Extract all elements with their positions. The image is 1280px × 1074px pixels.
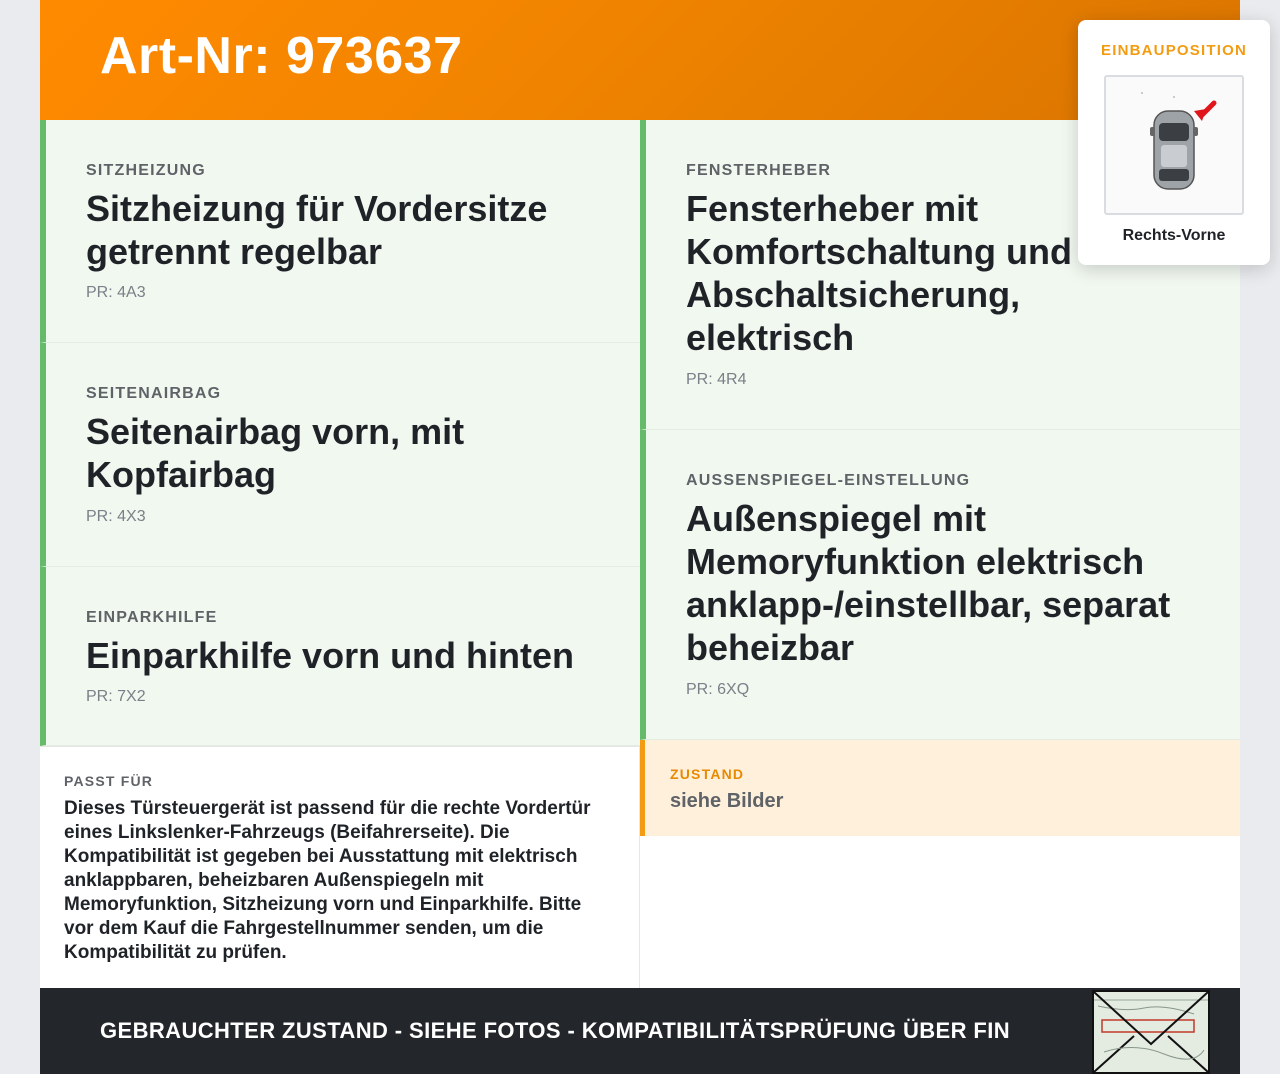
feature-title: Fensterheber mit Komfortschaltung und Abschaltsicherung, elektrisch — [686, 188, 1072, 358]
car-top-view-icon — [1106, 77, 1242, 213]
footer-text: GEBRAUCHTER ZUSTAND - SIEHE FOTOS - KOMPATIBILITÄTSPRÜFUNG ÜBER FIN — [100, 1018, 1011, 1043]
product-sheet — [40, 0, 1247, 1074]
feature-pr-code: PR: 7X2 — [86, 688, 146, 705]
compatibility-text: Dieses Türsteuergerät ist passend für die rechte Vordertür eines Linkslenker-Fahrzeugs (Beifahrerseite). Die Kompatibilität ist gegeben bei Ausstattung mit elektrisch anklappbaren, beheizbaren Außenspiegeln mit Memoryfunktion, Sitzheizung vorn und Einparkhilfe. Bitte vor dem Kauf die Fahrgestellnummer senden, um die Kompatibilität zu prüfen. — [64, 798, 591, 963]
vehicle-document-thumbnail[interactable] — [1092, 990, 1210, 1074]
arrow-indicator — [1194, 103, 1214, 121]
install-position-title: EINBAUPOSITION — [1101, 42, 1247, 59]
feature-pr-code: PR: 4X3 — [86, 508, 146, 525]
feature-category: FENSTERHEBER — [686, 162, 832, 179]
install-position-label: Rechts-Vorne — [1122, 227, 1226, 244]
feature-card — [40, 343, 640, 567]
header-bar — [40, 0, 1240, 120]
feature-title: Außenspiegel mit Memoryfunktion elektrisch anklapp-/einstellbar, separat beheizbar — [686, 498, 1171, 668]
feature-pr-code: PR: 4A3 — [86, 284, 146, 301]
install-position-card — [1078, 20, 1270, 265]
footer-bar — [40, 988, 1240, 1074]
feature-category: AUSSENSPIEGEL-EINSTELLUNG — [686, 472, 971, 489]
condition-label: ZUSTAND — [670, 766, 745, 782]
article-number-title: Art-Nr: 973637 — [100, 27, 463, 85]
feature-card — [40, 567, 640, 746]
document-photo-icon — [1094, 992, 1208, 1072]
condition-section — [640, 740, 1240, 836]
feature-pr-code: PR: 6XQ — [686, 681, 750, 698]
feature-pr-code: PR: 4R4 — [686, 371, 747, 388]
feature-title: Sitzheizung für Vordersitze getrennt regelbar — [86, 188, 548, 272]
feature-category: SEITENAIRBAG — [86, 385, 222, 402]
feature-card — [40, 120, 640, 343]
feature-title: Einparkhilfe vorn und hinten — [86, 635, 575, 676]
condition-value: siehe Bilder — [670, 790, 784, 812]
feature-category: SITZHEIZUNG — [86, 162, 206, 179]
feature-card — [640, 430, 1240, 740]
feature-title: Seitenairbag vorn, mit Kopfairbag — [86, 411, 465, 495]
feature-category: EINPARKHILFE — [86, 609, 218, 626]
compatibility-section — [40, 746, 640, 988]
install-position-diagram — [1104, 75, 1244, 215]
compatibility-label: PASST FÜR — [64, 773, 154, 789]
